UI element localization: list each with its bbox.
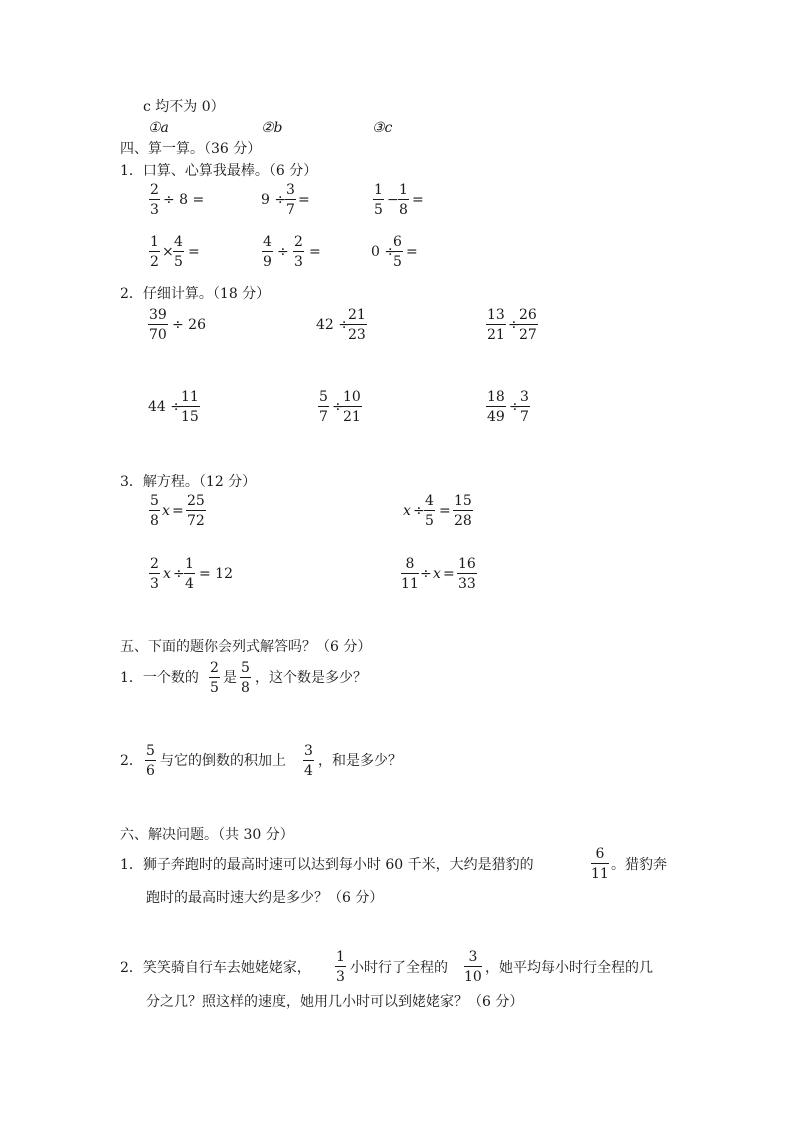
q4-2-title: 2．仔细计算。（18 分） xyxy=(120,286,271,302)
previous-question-fragment: c 均不为 0） xyxy=(143,99,225,115)
q6-1-line2: 跑时的最高时速大约是多少？（6 分） xyxy=(146,890,384,906)
section-5-title: 五、下面的题你会列式解答吗？（6 分） xyxy=(120,639,372,655)
q4-1-title: 1．口算、心算我最棒。（6 分） xyxy=(120,163,318,179)
q4-3-title: 3．解方程。（12 分） xyxy=(120,474,257,490)
section-6-title: 六、解决问题。（共 30 分） xyxy=(120,827,294,843)
q6-2-line2: 分之几？照这样的速度，她用几小时可以到姥姥家？（6 分） xyxy=(146,994,524,1010)
option-a[interactable]: ①a xyxy=(148,120,169,136)
option-c[interactable]: ③c xyxy=(372,120,393,136)
option-b[interactable]: ②b xyxy=(261,120,283,136)
section-4-title: 四、算一算。（36 分） xyxy=(120,141,262,157)
